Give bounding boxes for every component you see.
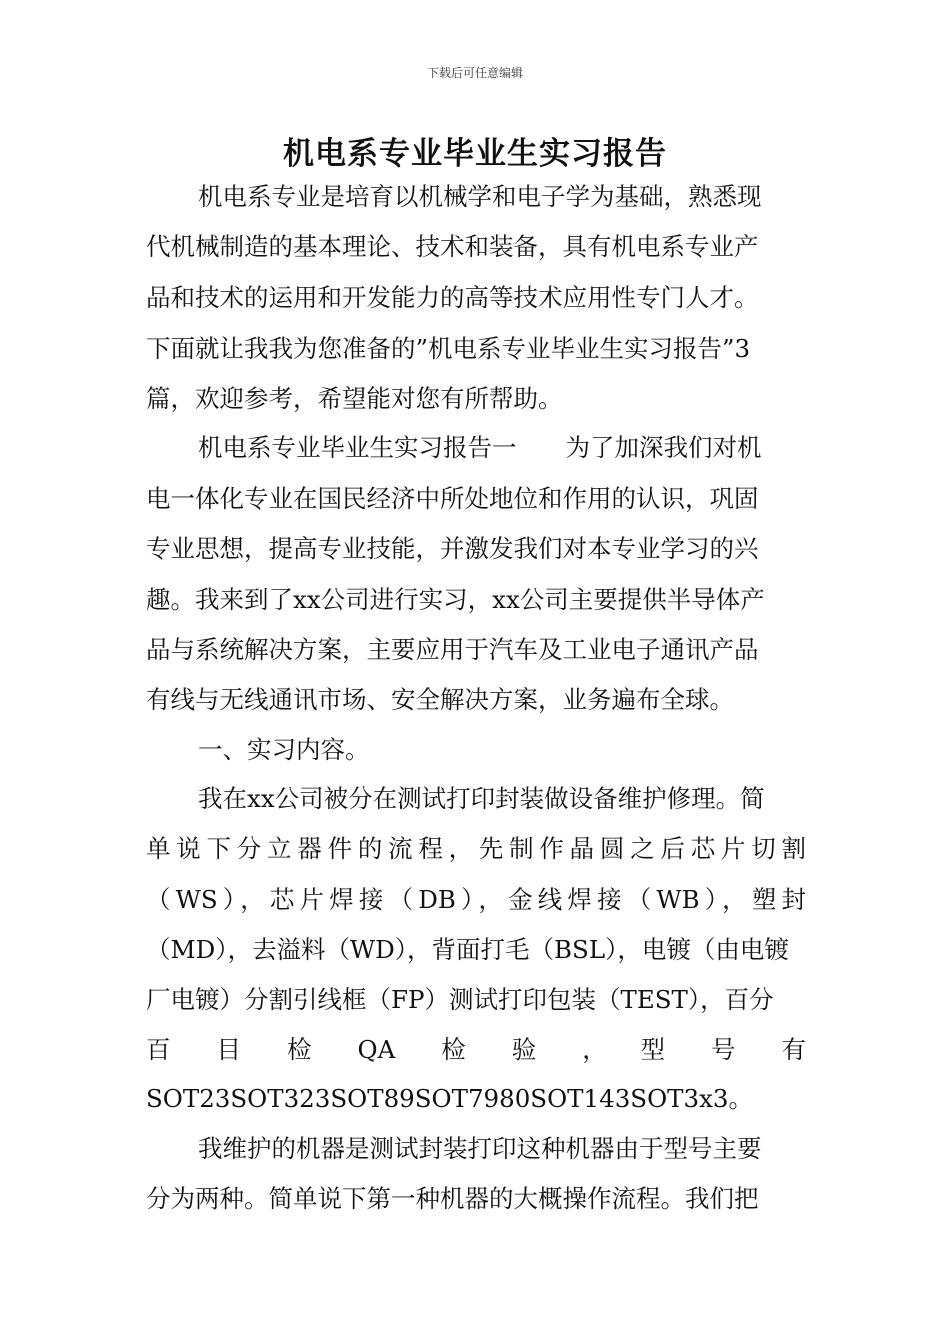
section-heading: 一、实习内容。	[198, 735, 370, 764]
body-line: 品与系统解决方案，主要应用于汽车及工业电子通讯产品	[146, 635, 759, 664]
body-line: 机电系专业毕业生实习报告一 为了加深我们对机	[198, 433, 762, 462]
body-line: 代机械制造的基本理论、技术和装备，具有机电系专业产	[146, 232, 759, 261]
body-line: 厂电镀）分割引线框（FP）测试打印包装（TEST），百分	[146, 985, 774, 1014]
body-line: 我在xx公司被分在测试打印封装做设备维护修理。简	[198, 784, 765, 813]
body-line: 专业思想，提高专业技能，并激发我们对本专业学习的兴	[146, 534, 759, 563]
body-line: 分为两种。简单说下第一种机器的大概操作流程。我们把	[146, 1184, 759, 1213]
body-line: 单说下分立器件的流程，先制作晶圆之后芯片切割	[146, 834, 806, 863]
body-line: SOT23SOT323SOT89SOT7980SOT143SOT3x3。	[146, 1084, 753, 1113]
body-line: 趣。我来到了xx公司进行实习，xx公司主要提供半导体产	[146, 585, 765, 614]
body-line: 我维护的机器是测试封装打印这种机器由于型号主要	[198, 1134, 762, 1163]
page-title: 机电系专业毕业生实习报告	[283, 136, 667, 172]
body-line: （MD），去溢料（WD），背面打毛（BSL），电镀（由电镀	[146, 935, 789, 964]
body-line: 电一体化专业在国民经济中所处地位和作用的认识，巩固	[146, 484, 759, 513]
body-line: 品和技术的运用和开发能力的高等技术应用性专门人才。	[146, 283, 759, 312]
body-line: 下面就让我我为您准备的”机电系专业毕业生实习报告”3	[146, 334, 751, 363]
body-line: 篇，欢迎参考，希望能对您有所帮助。	[146, 384, 563, 413]
body-line: 百 目 检 QA 检 验 ， 型 号 有	[146, 1035, 806, 1064]
page-header: 下载后可任意编辑	[426, 66, 523, 80]
body-line: 有线与无线通讯市场、安全解决方案，业务遍布全球。	[146, 685, 734, 714]
body-line: （WS），芯片焊接（DB），金线焊接（WB），塑封	[146, 885, 806, 914]
body-line: 机电系专业是培育以机械学和电子学为基础，熟悉现	[198, 182, 762, 211]
